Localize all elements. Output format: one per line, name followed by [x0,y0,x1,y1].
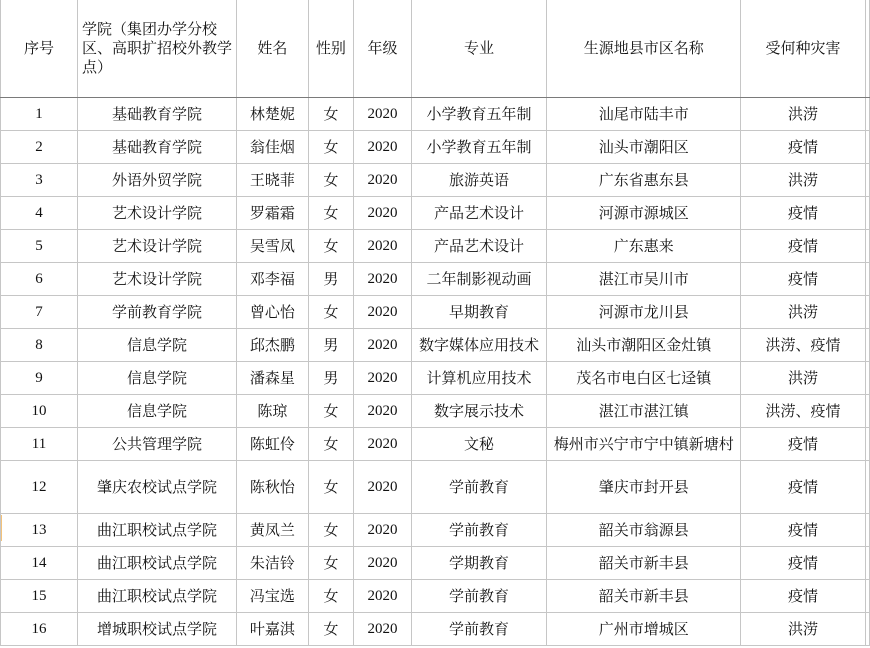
cell-extra[interactable] [865,196,869,229]
cell-college[interactable]: 曲江职校试点学院 [77,579,236,612]
cell-college[interactable]: 曲江职校试点学院 [77,513,236,546]
cell-grade[interactable]: 2020 [354,513,411,546]
cell-name[interactable]: 潘森星 [237,361,308,394]
cell-disaster[interactable]: 疫情 [741,262,866,295]
cell-origin[interactable]: 河源市龙川县 [547,295,741,328]
cell-gender[interactable]: 女 [308,460,354,513]
cell-gender[interactable]: 男 [308,262,354,295]
cell-name[interactable]: 邱杰鹏 [237,328,308,361]
cell-extra[interactable] [865,130,869,163]
cell-college[interactable]: 信息学院 [77,394,236,427]
cell-grade[interactable]: 2020 [354,262,411,295]
table-row [1,427,870,460]
cell-name[interactable]: 黄凤兰 [237,513,308,546]
cell-grade[interactable]: 2020 [354,130,411,163]
cell-name[interactable]: 陈秋怡 [237,460,308,513]
cell-major[interactable]: 旅游英语 [411,163,547,196]
cell-seq[interactable]: 15 [1,579,78,612]
cell-major[interactable]: 产品艺术设计 [411,229,547,262]
cell-college[interactable]: 基础教育学院 [77,130,236,163]
cell-name[interactable]: 林楚妮 [237,97,308,130]
cell-extra[interactable] [865,394,869,427]
cell-origin[interactable]: 汕头市潮阳区金灶镇 [547,328,741,361]
cell-origin[interactable]: 韶关市翁源县 [547,513,741,546]
cell-disaster[interactable]: 疫情 [741,229,866,262]
table-row [1,579,870,612]
cell-major[interactable]: 学前教育 [411,579,547,612]
cell-gender[interactable]: 男 [308,361,354,394]
header-origin[interactable]: 生源地县市区名称 [547,0,741,97]
cell-gender[interactable]: 女 [308,427,354,460]
cell-major[interactable]: 小学教育五年制 [411,130,547,163]
cell-origin[interactable]: 梅州市兴宁市宁中镇新塘村 [547,427,741,460]
cell-college[interactable]: 信息学院 [77,361,236,394]
cell-gender[interactable]: 男 [308,328,354,361]
cell-grade[interactable]: 2020 [354,328,411,361]
cell-extra[interactable] [865,262,869,295]
header-disaster[interactable]: 受何种灾害 [741,0,866,97]
cell-major[interactable]: 文秘 [411,427,547,460]
cell-seq[interactable]: 11 [1,427,78,460]
table-row [1,361,870,394]
cell-major[interactable]: 数字展示技术 [411,394,547,427]
cell-name[interactable]: 朱洁铃 [237,546,308,579]
cell-gender[interactable]: 女 [308,229,354,262]
cell-extra[interactable] [865,513,869,546]
cell-extra[interactable] [865,546,869,579]
cell-college[interactable]: 艺术设计学院 [77,229,236,262]
cell-seq[interactable]: 8 [1,328,78,361]
cell-origin[interactable]: 广东惠来 [547,229,741,262]
cell-seq[interactable]: 4 [1,196,78,229]
cell-extra[interactable] [865,427,869,460]
cell-name[interactable]: 罗霜霜 [237,196,308,229]
cell-name[interactable]: 邓李福 [237,262,308,295]
cell-extra[interactable] [865,361,869,394]
header-grade[interactable]: 年级 [354,0,411,97]
cell-disaster[interactable]: 洪涝 [741,163,866,196]
cell-college[interactable]: 基础教育学院 [77,97,236,130]
cell-seq[interactable]: 9 [1,361,78,394]
cell-gender[interactable]: 女 [308,546,354,579]
cell-name[interactable]: 吴雪凤 [237,229,308,262]
cell-seq[interactable]: 12 [1,460,78,513]
cell-disaster[interactable]: 洪涝 [741,361,866,394]
cell-grade[interactable]: 2020 [354,546,411,579]
cell-gender[interactable]: 女 [308,579,354,612]
cell-disaster[interactable]: 疫情 [741,546,866,579]
cell-major[interactable]: 学前教育 [411,612,547,645]
cell-seq[interactable]: 2 [1,130,78,163]
table-row [1,196,870,229]
table-row [1,295,870,328]
table-row [1,328,870,361]
cell-origin[interactable]: 茂名市电白区七迳镇 [547,361,741,394]
cell-gender[interactable]: 女 [308,612,354,645]
cell-college[interactable]: 外语外贸学院 [77,163,236,196]
header-row [1,0,870,97]
header-seq[interactable]: 序号 [1,0,78,97]
cell-origin[interactable]: 广东省惠东县 [547,163,741,196]
cell-disaster[interactable]: 洪涝、疫情 [741,328,866,361]
cell-seq[interactable]: 10 [1,394,78,427]
cell-extra[interactable] [865,295,869,328]
header-name[interactable]: 姓名 [237,0,308,97]
cell-grade[interactable]: 2020 [354,361,411,394]
header-extra[interactable] [865,0,869,97]
cell-seq[interactable]: 5 [1,229,78,262]
cell-grade[interactable]: 2020 [354,460,411,513]
cell-extra[interactable] [865,328,869,361]
cell-seq[interactable]: 7 [1,295,78,328]
cell-grade[interactable]: 2020 [354,427,411,460]
cell-seq[interactable]: 3 [1,163,78,196]
table-row [1,612,870,645]
table-row [1,163,870,196]
table-row [1,513,870,546]
table-row [1,262,870,295]
cell-name[interactable]: 曾心怡 [237,295,308,328]
cell-grade[interactable]: 2020 [354,579,411,612]
cell-major[interactable]: 学期教育 [411,546,547,579]
cell-extra[interactable] [865,460,869,513]
cell-gender[interactable]: 女 [308,163,354,196]
cell-seq[interactable]: 1 [1,97,78,130]
header-gender[interactable]: 性别 [308,0,354,97]
cell-gender[interactable]: 女 [308,394,354,427]
cell-seq[interactable]: 6 [1,262,78,295]
cell-major[interactable]: 早期教育 [411,295,547,328]
header-college[interactable]: 学院（集团办学分校区、高职扩招校外教学点） [77,0,236,97]
table-row [1,460,870,513]
cell-grade[interactable]: 2020 [354,97,411,130]
cell-origin[interactable]: 韶关市新丰县 [547,579,741,612]
cell-college[interactable]: 信息学院 [77,328,236,361]
cell-gender[interactable]: 女 [308,97,354,130]
cell-extra[interactable] [865,163,869,196]
cell-origin[interactable]: 广州市增城区 [547,612,741,645]
cell-grade[interactable]: 2020 [354,394,411,427]
cell-disaster[interactable]: 洪涝、疫情 [741,394,866,427]
cell-seq[interactable]: 13 [1,513,78,546]
table-row [1,130,870,163]
cell-major[interactable]: 小学教育五年制 [411,97,547,130]
cell-gender[interactable]: 女 [308,130,354,163]
cell-grade[interactable]: 2020 [354,229,411,262]
cell-grade[interactable]: 2020 [354,196,411,229]
cell-disaster[interactable]: 疫情 [741,579,866,612]
cell-disaster[interactable]: 疫情 [741,196,866,229]
cell-gender[interactable]: 女 [308,513,354,546]
cell-origin[interactable]: 河源市源城区 [547,196,741,229]
cell-major[interactable]: 学前教育 [411,460,547,513]
cell-extra[interactable] [865,97,869,130]
cell-name[interactable]: 冯宝选 [237,579,308,612]
cell-college[interactable]: 肇庆农校试点学院 [77,460,236,513]
cell-grade[interactable]: 2020 [354,295,411,328]
cell-gender[interactable]: 女 [308,295,354,328]
cell-disaster[interactable]: 疫情 [741,513,866,546]
cell-college[interactable]: 增城职校试点学院 [77,612,236,645]
cell-major[interactable]: 学前教育 [411,513,547,546]
cell-college[interactable]: 艺术设计学院 [77,196,236,229]
table-row [1,229,870,262]
cell-disaster[interactable]: 洪涝 [741,612,866,645]
cell-disaster[interactable]: 洪涝 [741,97,866,130]
cell-grade[interactable]: 2020 [354,163,411,196]
cell-college[interactable]: 公共管理学院 [77,427,236,460]
cell-disaster[interactable]: 疫情 [741,427,866,460]
cell-name[interactable]: 陈琼 [237,394,308,427]
header-major[interactable]: 专业 [411,0,547,97]
cell-college[interactable]: 曲江职校试点学院 [77,546,236,579]
table-row [1,97,870,130]
cell-name[interactable]: 翁佳烟 [237,130,308,163]
cell-disaster[interactable]: 疫情 [741,460,866,513]
cell-grade[interactable]: 2020 [354,612,411,645]
cell-seq[interactable]: 14 [1,546,78,579]
cell-name[interactable]: 陈虹伶 [237,427,308,460]
cell-extra[interactable] [865,579,869,612]
cell-origin[interactable]: 汕尾市陆丰市 [547,97,741,130]
cell-name[interactable]: 王晓菲 [237,163,308,196]
cell-name[interactable]: 叶嘉淇 [237,612,308,645]
table-row [1,394,870,427]
cell-extra[interactable] [865,229,869,262]
cell-college[interactable]: 艺术设计学院 [77,262,236,295]
cell-origin[interactable]: 湛江市湛江镇 [547,394,741,427]
cell-origin[interactable]: 汕头市潮阳区 [547,130,741,163]
cell-disaster[interactable]: 洪涝 [741,295,866,328]
table-row [1,546,870,579]
cell-disaster[interactable]: 疫情 [741,130,866,163]
cell-gender[interactable]: 女 [308,196,354,229]
cell-extra[interactable] [865,612,869,645]
cell-major[interactable]: 二年制影视动画 [411,262,547,295]
cell-major[interactable]: 产品艺术设计 [411,196,547,229]
cell-origin[interactable]: 韶关市新丰县 [547,546,741,579]
cell-seq[interactable]: 16 [1,612,78,645]
cell-origin[interactable]: 肇庆市封开县 [547,460,741,513]
cell-college[interactable]: 学前教育学院 [77,295,236,328]
cell-origin[interactable]: 湛江市吴川市 [547,262,741,295]
cell-major[interactable]: 计算机应用技术 [411,361,547,394]
cell-major[interactable]: 数字媒体应用技术 [411,328,547,361]
